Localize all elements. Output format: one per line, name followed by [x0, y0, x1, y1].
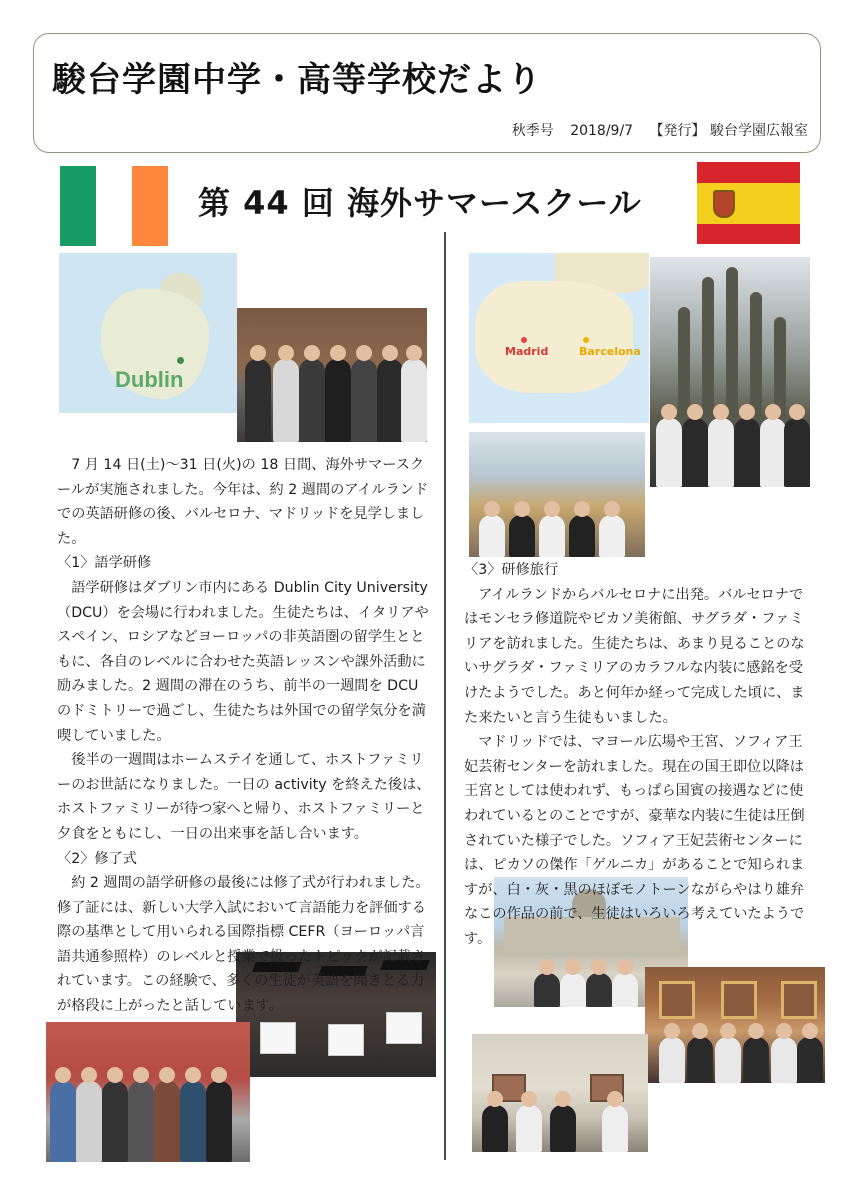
column-divider: [444, 232, 446, 1160]
spain-flag: [697, 162, 800, 244]
barcelona-marker-icon: [583, 337, 589, 343]
issue-info: [500, 120, 808, 140]
section-2-heading: 〈2〉修了式: [57, 850, 137, 867]
map-label-dublin: Dublin: [115, 367, 184, 392]
section-1-paragraph-1: 語学研修はダブリン市内にある Dublin City University（DCU）を会場に行われました。生徒たちは、イタリアやスペイン、ロシアなどヨーロッパの非英語圏の留学生とともに、各自のレベルに合わせた英語レッスンや課外活動に励みました。2 週間の滞在のうち、前半の一週間を DCU のドミトリーで過ごし、生徒たちは外国での留学気分を満喫していました。: [57, 579, 429, 744]
classroom-group-photo: [46, 1022, 250, 1162]
section-3-paragraph-1: アイルランドからバルセロナに出発。バルセロナではモンセラ修道院やピカソ美術館、サグラダ・ファミリアを訪れました。生徒たちは、あまり見ることのないサグラダ・ファミリアのカラフルな内装に感銘を受けたようでした。あと何年か経って完成した頃に、また来たいと言う生徒もいました。: [464, 586, 805, 726]
spain-map: [469, 253, 649, 423]
ireland-map: [59, 253, 237, 413]
ireland-flag: [60, 166, 168, 246]
coat-of-arms-icon: [713, 190, 735, 218]
palace-interior-photo: [645, 967, 825, 1083]
issue-season: 秋季号: [511, 123, 554, 139]
article-right-column: [464, 558, 816, 952]
section-2-paragraph-1: 約 2 週間の語学研修の最後には修了式が行われました。修了証には、新しい大学入試において言語能力を評価する際の基準として用いられる国際指標 CEFR（ヨーロッパ言語共通参照枠）のレベルと授業で扱ったトピックが記載されています。この経験で、多くの生徒が英語を聞きとる力が格段に上がったと話しています。: [57, 875, 430, 1015]
issue-date: 2018/9/7: [570, 123, 634, 139]
intro-paragraph: 7 月 14 日(土)～31 日(火)の 18 日間、海外サマースクールが実施されました。今年は、約 2 週間のアイルランドでの英語研修の後、バルセロナ、マドリッドを見学しました。: [57, 457, 429, 547]
art-museum-photo: [472, 1034, 648, 1152]
map-label-barcelona: Barcelona: [579, 345, 641, 358]
article-headline: 第 44 回 海外サマースクール: [198, 184, 642, 222]
madrid-marker-icon: [521, 337, 527, 343]
section-3-heading: 〈3〉研修旅行: [464, 562, 559, 578]
dublin-marker-icon: [177, 357, 184, 364]
section-3-paragraph-2: マドリッドでは、マヨール広場や王宮、ソフィア王妃芸術センターを訪れました。現在の国王即位以降は王宮としては使われず、もっぱら国賓の接遇などに使われているとのことですが、豪華な内装に生徒は圧倒されていた様子でした。ソフィア王妃芸術センターには、ピカソの傑作「ゲルニカ」があることで知られますが、白・灰・黒のほぼモノトーンながらやはり雄弁なこの作品の前で、生徒はいろいろ考えていたようです。: [464, 734, 805, 947]
cathedral-interior-photo: [469, 432, 645, 557]
map-label-madrid: Madrid: [505, 345, 549, 358]
newsletter-title: 駿台学園中学・高等学校だより: [52, 60, 542, 100]
section-1-paragraph-2: 後半の一週間はホームステイを通して、ホストファミリーのお世話になりました。一日の activity を終えた後は、ホストファミリーが待つ家へと帰り、ホストファミリーと夕食をともにし、一日の出来事を話し合います。: [57, 752, 431, 842]
article-left-column: [57, 453, 437, 1019]
issue-publisher: 【発行】 駿台学園広報室: [649, 123, 808, 139]
sagrada-familia-photo: [650, 257, 810, 487]
section-1-heading: 〈1〉語学研修: [57, 555, 152, 572]
group-photo-dublin: [237, 308, 427, 442]
